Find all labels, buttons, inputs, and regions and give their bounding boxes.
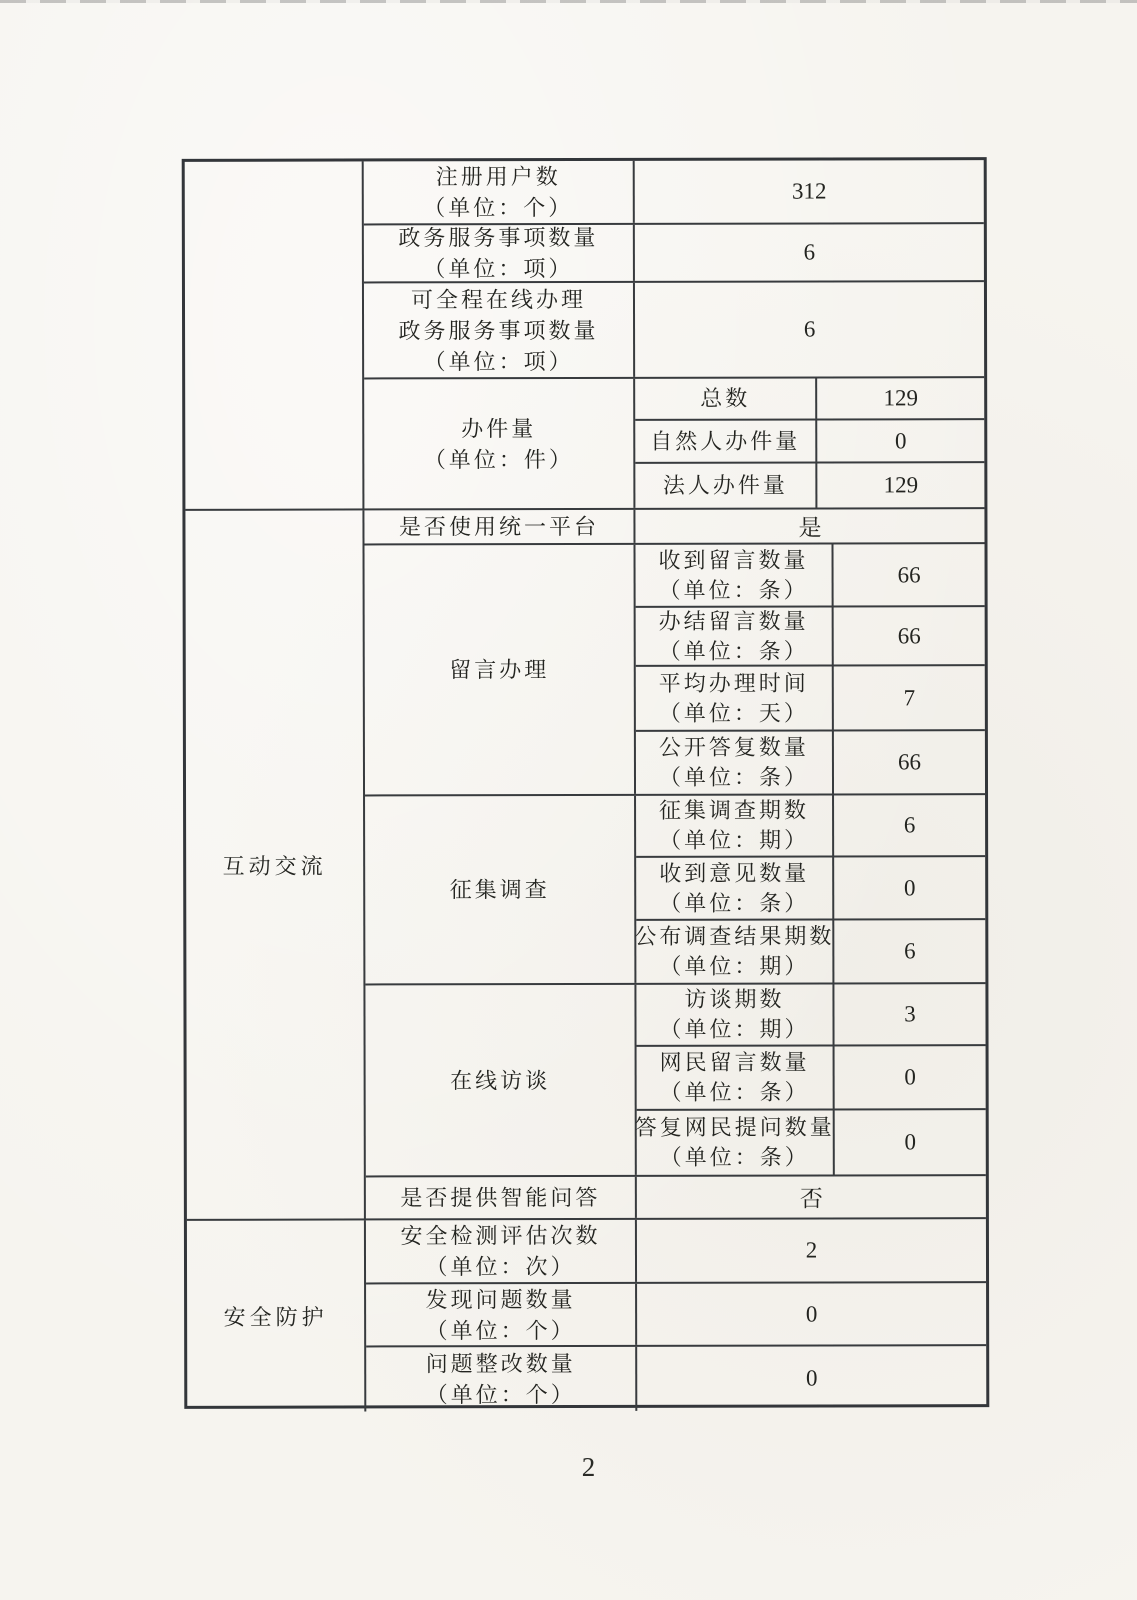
table-row — [364, 160, 984, 226]
table-row — [366, 1176, 986, 1218]
metric-label-cell — [364, 283, 635, 377]
metric-value: 6 — [803, 239, 816, 265]
metric-label: 办件量 — [461, 415, 537, 441]
submetric-label-cell — [636, 796, 834, 857]
metric-value: 2 — [805, 1237, 818, 1263]
table-row — [636, 984, 985, 1047]
submetric-label-cell — [636, 545, 834, 607]
section-services-continued — [185, 160, 985, 511]
section-rows — [366, 1219, 986, 1411]
submetric-label-cell — [636, 731, 834, 794]
submetric-unit: （单位：条） — [659, 1144, 810, 1170]
metric-unit: （单位：项） — [423, 348, 574, 374]
metric-unit: （单位：个） — [423, 195, 574, 221]
report-table — [182, 157, 990, 1409]
submetric-label: 公开答复数量 — [658, 734, 809, 760]
table-row — [636, 544, 985, 608]
table-row — [636, 608, 985, 668]
submetric-unit: （单位：期） — [659, 827, 810, 854]
metric-label-cell — [364, 225, 635, 282]
submetric-unit: （单位：条） — [658, 764, 810, 790]
metric-label-cell — [365, 545, 637, 795]
scan-edge-artifact — [0, 0, 1137, 3]
sub-table — [636, 544, 986, 794]
table-row — [364, 509, 984, 545]
metric-label: 可全程在线办理 — [410, 286, 587, 312]
submetric-unit: （单位：条） — [659, 1079, 810, 1105]
submetric-label-cell — [636, 608, 834, 665]
metric-label: 是否提供智能问答 — [400, 1185, 601, 1211]
table-row — [635, 463, 984, 508]
table-row — [635, 420, 984, 464]
table-row — [366, 1283, 986, 1347]
sub-table — [636, 984, 985, 1175]
submetric-label: 答复网民提问数量 — [634, 1114, 835, 1140]
section-interaction — [185, 509, 985, 1221]
submetric-label: 收到留言数量 — [658, 547, 809, 573]
section-security — [187, 1219, 986, 1412]
table-row — [636, 920, 985, 983]
table-row — [634, 1110, 986, 1175]
submetric-label-cell — [636, 858, 834, 919]
submetric-value: 3 — [904, 1001, 916, 1027]
submetric-label: 办结留言数量 — [658, 608, 809, 634]
table-row — [636, 731, 985, 794]
metric-label-cell — [366, 1220, 637, 1283]
submetric-label: 总数 — [700, 385, 751, 411]
metric-value: 是 — [798, 515, 822, 541]
submetric-value: 0 — [895, 427, 907, 453]
submetric-unit: （单位：期） — [659, 953, 810, 979]
metric-value: 0 — [805, 1301, 818, 1327]
metric-label: 发现问题数量 — [425, 1286, 576, 1312]
submetric-label: 收到意见数量 — [659, 860, 810, 886]
submetric-label: 访谈期数 — [684, 986, 785, 1013]
metric-value: 6 — [803, 316, 816, 342]
table-row — [637, 1047, 986, 1111]
submetric-value: 129 — [883, 385, 918, 411]
table-row — [636, 858, 985, 921]
table-row — [635, 378, 984, 421]
submetric-value: 66 — [897, 562, 921, 588]
table-row — [364, 224, 984, 283]
metric-label-cell — [365, 796, 636, 984]
sub-table — [635, 378, 984, 508]
submetric-value: 6 — [903, 812, 916, 838]
submetric-value: 0 — [904, 1064, 916, 1090]
submetric-label: 征集调查期数 — [659, 797, 810, 824]
metric-label: 征集调查 — [449, 877, 550, 903]
metric-unit: （单位：件） — [423, 446, 574, 472]
metric-value: 312 — [791, 178, 827, 204]
table-row — [636, 667, 985, 732]
submetric-value: 7 — [903, 684, 916, 710]
metric-label: 政务服务事项数量 — [398, 317, 599, 343]
sub-table — [636, 795, 985, 983]
table-row-group — [365, 984, 985, 1177]
metric-unit: （单位：次） — [425, 1254, 576, 1280]
metric-label: 注册用户数 — [435, 164, 561, 190]
table-row — [636, 795, 985, 858]
submetric-label-cell — [636, 667, 834, 730]
table-row-group — [365, 544, 986, 796]
submetric-value: 0 — [903, 874, 916, 900]
metric-unit: （单位：个） — [425, 1382, 576, 1408]
submetric-unit: （单位：天） — [658, 700, 809, 726]
metric-unit: （单位：个） — [425, 1317, 576, 1343]
section-rows — [364, 509, 985, 1218]
metric-label: 是否使用统一平台 — [398, 514, 599, 540]
metric-label-cell — [366, 1177, 637, 1218]
metric-label: 留言办理 — [449, 657, 550, 683]
submetric-value: 6 — [904, 938, 916, 964]
metric-label-cell — [366, 1347, 637, 1412]
submetric-label-cell — [637, 1047, 835, 1109]
submetric-label: 网民留言数量 — [659, 1049, 810, 1075]
submetric-unit: （单位：期） — [659, 1016, 810, 1043]
metric-value: 0 — [805, 1365, 818, 1391]
metric-label: 在线访谈 — [450, 1067, 551, 1093]
submetric-label: 自然人办件量 — [650, 428, 801, 454]
page-number: 2 — [581, 1452, 596, 1482]
submetric-label-cell — [635, 379, 817, 419]
submetric-value: 129 — [883, 472, 919, 498]
metric-label-cell — [365, 985, 636, 1176]
submetric-label: 平均办理时间 — [658, 670, 809, 696]
metric-value: 否 — [799, 1186, 823, 1212]
submetric-value: 66 — [897, 749, 921, 775]
submetric-unit: （单位：条） — [658, 577, 809, 603]
metric-label: 政务服务事项数量 — [398, 225, 599, 251]
section-rows — [364, 160, 985, 508]
submetric-label-cell — [635, 464, 817, 508]
submetric-label: 公布调查结果期数 — [634, 923, 835, 949]
submetric-label-cell — [636, 985, 834, 1046]
metric-label: 问题整改数量 — [425, 1351, 576, 1377]
table-row — [366, 1346, 986, 1411]
metric-label-cell — [364, 161, 635, 224]
group-cell-interaction: 互动交流 — [185, 510, 365, 1218]
group-cell-security: 安全防护 — [187, 1220, 366, 1411]
submetric-unit: （单位：条） — [659, 890, 810, 916]
table-row-group — [364, 378, 984, 508]
submetric-label-cell — [635, 421, 817, 462]
metric-label-cell — [364, 510, 635, 544]
submetric-unit: （单位：条） — [658, 638, 809, 664]
table-row — [366, 1219, 986, 1284]
submetric-label: 法人办件量 — [662, 472, 788, 498]
metric-label-cell — [364, 379, 635, 509]
submetric-label-cell — [636, 920, 834, 983]
metric-label: 安全检测评估次数 — [400, 1222, 601, 1249]
submetric-value: 66 — [897, 623, 921, 649]
table-row-group — [365, 795, 985, 985]
table-row — [364, 282, 984, 379]
metric-label-cell — [366, 1284, 637, 1346]
metric-unit: （单位：项） — [423, 256, 574, 282]
group-cell-empty — [185, 161, 365, 508]
submetric-value: 0 — [904, 1129, 917, 1155]
submetric-label-cell — [634, 1110, 835, 1175]
